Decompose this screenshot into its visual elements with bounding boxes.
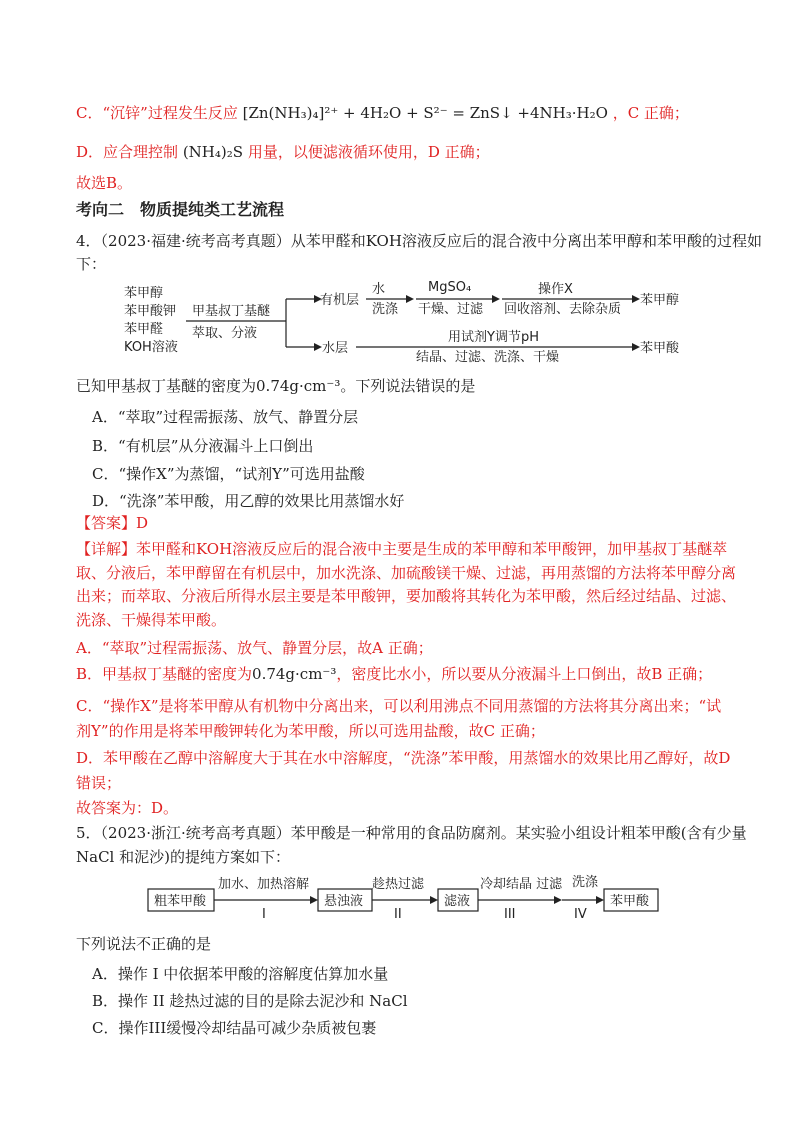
option-d-suffix: 用量，以便滤液循环使用，D 正确； <box>247 143 490 161</box>
product-benzoic-acid: 苯甲酸 <box>640 341 680 356</box>
q4-conclusion: 故答案为：D。 <box>76 799 179 817</box>
arrow2-top: 趁热过滤 <box>372 877 425 892</box>
water-top: 水 <box>372 282 386 297</box>
flow-box-benzoic-acid: 苯甲酸 <box>610 894 650 909</box>
q5-flow-diagram <box>140 872 680 924</box>
known-prefix: 已知甲基叔丁基醚的密度为 <box>76 377 257 395</box>
option-c-suffix: ，C 正确； <box>612 104 689 122</box>
mgso4-top: MgSO₄ <box>428 280 472 295</box>
flow-box-suspension: 悬浊液 <box>324 894 364 909</box>
q4-stem-1: 4．（2023·福建·统考高考真题）从苯甲醛和KOH溶液反应后的混合液中分离出苯甲醇和苯甲酸的过程如 <box>76 232 762 250</box>
q4-answer: 【答案】D <box>76 514 149 532</box>
q4-analysis-c: C．“操作X”是将苯甲醇从有机物中分离出来，可以利用沸点不同用蒸馏的方法将其分离出来；“试剂Y”的作用是将苯甲酸钾转化为苯甲酸，所以可选用盐酸，故C 正确； <box>76 697 722 740</box>
q4-analysis-b <box>76 663 712 685</box>
reagent-bottom: 结晶、过滤、洗涤、干燥 <box>416 350 560 365</box>
arrow3-bottom: III <box>504 907 516 922</box>
analysis-b-suffix: ，密度比水小，所以要从分液漏斗上口倒出，故B 正确； <box>336 665 713 683</box>
arrow1-top: 加水、加热溶解 <box>218 877 310 892</box>
q5-option-b: B．操作 II 趁热过滤的目的是除去泥沙和 NaCl <box>92 992 408 1010</box>
opx-top: 操作X <box>538 282 573 297</box>
q5-question: 下列说法不正确的是 <box>76 935 212 953</box>
reactant-2: 苯甲酸钾 <box>124 304 177 319</box>
step1-bottom: 萃取、分液 <box>192 326 258 341</box>
q4-option-b: B．“有机层”从分液漏斗上口倒出 <box>92 437 314 455</box>
section-title: 考向二 物质提纯类工艺流程 <box>76 200 285 219</box>
density-value: 0.74g·cm⁻³ <box>256 377 341 395</box>
q4-option-c: C．“操作X”为蒸馏，“试剂Y”可选用盐酸 <box>92 465 365 483</box>
water-bottom: 洗涤 <box>372 302 399 317</box>
q4-analysis-d: D．苯甲酸在乙醇中溶解度大于其在水中溶解度，“洗涤”苯甲酸，用蒸馏水的效果比用乙醇好，故D 错误； <box>76 749 731 792</box>
known-suffix: 。下列说法错误的是 <box>340 377 476 395</box>
mgso4-bottom: 干燥、过滤 <box>418 302 484 317</box>
q4-option-d: D．“洗涤”苯甲酸，用乙醇的效果比用蒸馏水好 <box>92 492 405 510</box>
analysis-b-prefix: B．甲基叔丁基醚的密度为 <box>76 665 253 683</box>
aqueous-layer: 水层 <box>322 341 349 356</box>
arrow4-bottom: IV <box>574 907 587 922</box>
organic-layer: 有机层 <box>320 293 360 308</box>
arrow3-top: 冷却结晶 过滤 <box>480 877 563 892</box>
option-d-conclusion <box>76 141 490 163</box>
flow-box-crude: 粗苯甲酸 <box>154 894 207 909</box>
q4-flow-diagram <box>110 275 710 365</box>
option-d-formula: (NH₄)₂S <box>182 143 244 161</box>
q4-known <box>76 375 475 397</box>
q4-stem-2: 下： <box>76 255 107 273</box>
arrow1-bottom: I <box>262 907 266 922</box>
analysis-b-density: 0.74g·cm⁻³ <box>252 665 337 683</box>
q5-option-c: C．操作III缓慢冷却结晶可减少杂质被包裹 <box>92 1019 377 1037</box>
option-c-conclusion <box>76 102 689 124</box>
option-c-formula: [Zn(NH₃)₄]²⁺ + 4H₂O + S²⁻ = ZnS↓ +4NH₃·H₂O <box>242 104 608 122</box>
reactant-1: 苯甲醇 <box>124 286 164 301</box>
step1-top: 甲基叔丁基醚 <box>192 304 271 319</box>
q5-stem-2: NaCl 和泥沙)的提纯方案如下： <box>76 848 290 866</box>
product-benzyl-alcohol: 苯甲醇 <box>640 293 680 308</box>
reactant-4: KOH溶液 <box>124 340 178 355</box>
choose-b: 故选B。 <box>76 174 133 192</box>
option-d-text: D．应合理控制 <box>76 143 179 161</box>
arrow2-bottom: II <box>394 907 402 922</box>
reagent-top: 用试剂Y调节pH <box>448 330 539 345</box>
opx-bottom: 回收溶剂、去除杂质 <box>504 302 622 317</box>
reactant-3: 苯甲醛 <box>124 322 164 337</box>
q4-option-a: A．“萃取”过程需振荡、放气、静置分层 <box>92 408 359 426</box>
arrow4-top: 洗涤 <box>572 875 599 890</box>
q4-analysis-a: A．“萃取”过程需振荡、放气、静置分层，故A 正确； <box>76 639 433 657</box>
q4-detail: 【详解】苯甲醛和KOH溶液反应后的混合液中主要是生成的苯甲醇和苯甲酸钾，加甲基叔丁基醚萃取、分液后，苯甲醇留在有机层中，加水洗涤、加硫酸镁干燥、过滤，再用蒸馏的方法将苯甲醇分离出来；而萃取、分液后所得水层主要是苯甲酸钾，要加酸将其转化为苯甲酸，然后经过结晶、过滤、洗涤、干燥得苯甲酸。 <box>76 540 737 629</box>
flow-box-filtrate: 滤液 <box>444 894 471 909</box>
q5-stem-1: 5．（2023·浙江·统考高考真题）苯甲酸是一种常用的食品防腐剂。某实验小组设计粗苯甲酸(含有少量 <box>76 824 747 842</box>
option-c-text: C．“沉锌”过程发生反应 <box>76 104 238 122</box>
q5-option-a: A．操作 I 中依据苯甲酸的溶解度估算加水量 <box>92 965 389 983</box>
